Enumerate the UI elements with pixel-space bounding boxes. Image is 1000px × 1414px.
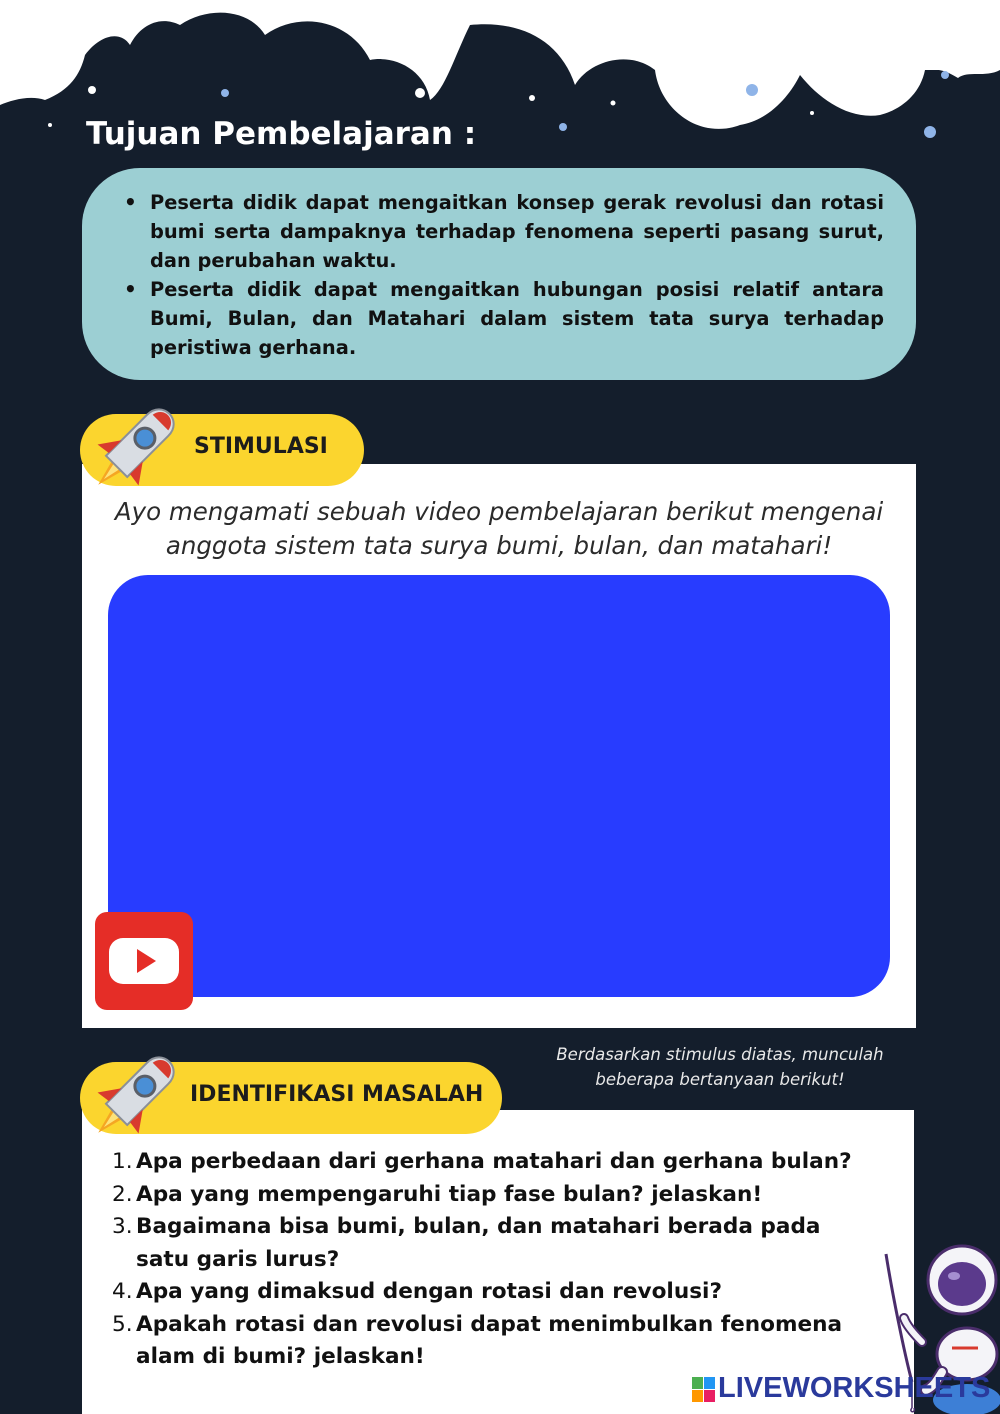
stimulasi-intro: Ayo mengamati sebuah video pembelajaran berikut mengenai anggota sistem tata surya bumi, bulan, dan matahari!	[114, 497, 884, 560]
youtube-frame	[109, 938, 179, 984]
list-item	[112, 1146, 872, 1179]
liveworksheets-logo	[692, 1377, 716, 1403]
list-item	[112, 1211, 872, 1276]
question-number: 3.	[112, 1214, 133, 1239]
question-text: Apa yang dimaksud dengan rotasi dan revolusi?	[136, 1279, 722, 1304]
question-number: 4.	[112, 1279, 133, 1304]
question-list	[112, 1146, 872, 1374]
list-item	[112, 1179, 872, 1212]
transition-note: Berdasarkan stimulus diatas, munculah beberapa bertanyaan berikut!	[556, 1045, 884, 1089]
question-number: 5.	[112, 1311, 133, 1337]
rocket-icon	[80, 1044, 190, 1148]
objective-item: • Peserta didik dapat mengaitkan hubungan posisi relatif antara Bumi, Bulan, dan Matahari dalam sistem tata surya terhadap peristiwa gerhana.	[150, 275, 884, 362]
page-title: Tujuan Pembelajaran :	[86, 116, 477, 152]
watermark-text: LIVEWORKSHEETS	[718, 1372, 991, 1404]
objectives-list	[150, 188, 884, 362]
play-icon	[137, 949, 156, 973]
question-text: Apakah rotasi dan revolusi dapat menimbulkan fenomena alam di bumi? jelaskan!	[136, 1311, 843, 1369]
question-text: Bagaimana bisa bumi, bulan, dan matahari berada pada satu garis lurus?	[136, 1214, 821, 1272]
video-player[interactable]	[108, 575, 890, 997]
youtube-icon[interactable]	[95, 912, 193, 1010]
list-item	[112, 1309, 872, 1374]
identifikasi-tab: IDENTIFIKASI MASALAH	[80, 1062, 502, 1134]
question-number: 1.	[112, 1149, 133, 1174]
stimulasi-tab: STIMULASI	[80, 414, 364, 486]
question-text: Apa yang mempengaruhi tiap fase bulan? jelaskan!	[136, 1181, 763, 1207]
objective-item: • Peserta didik dapat mengaitkan konsep gerak revolusi dan rotasi bumi serta dampaknya terhadap fenomena seperti pasang surut, dan perubahan waktu.	[150, 188, 884, 275]
question-text: Apa perbedaan dari gerhana matahari dan gerhana bulan?	[136, 1149, 852, 1174]
list-item	[112, 1276, 872, 1309]
rocket-icon	[80, 396, 190, 500]
objectives-box	[82, 168, 916, 380]
question-number: 2.	[112, 1181, 133, 1207]
